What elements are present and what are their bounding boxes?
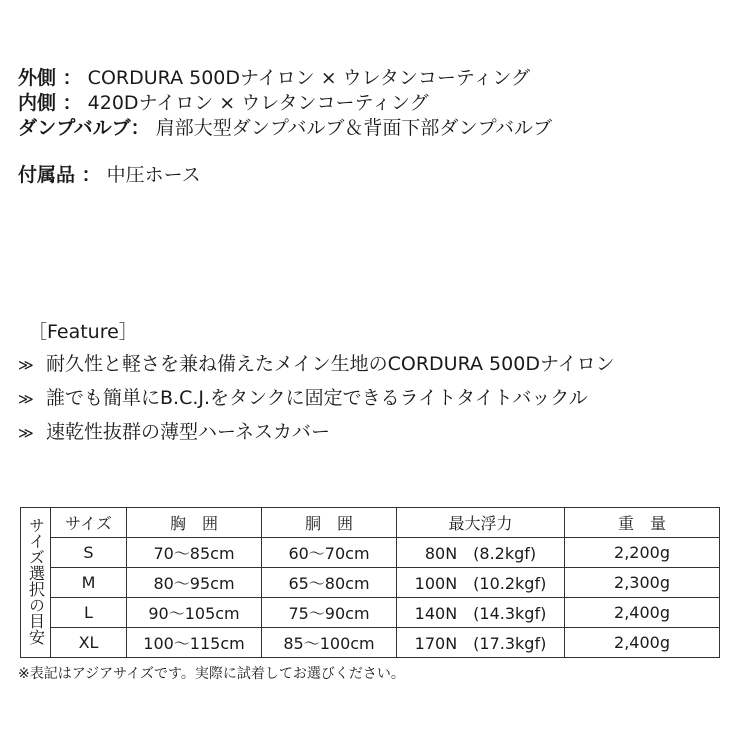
cell-chest: 100〜115cm	[127, 628, 262, 658]
feature-heading: ［Feature］	[28, 321, 138, 343]
cell-size: XL	[51, 628, 127, 658]
spec-dump-valve	[18, 116, 552, 141]
header-chest: 胸 囲	[127, 508, 262, 538]
cell-weight: 2,200g	[565, 538, 720, 568]
size-table	[20, 507, 720, 658]
spec-accessory	[18, 163, 552, 188]
spec-inner	[18, 91, 552, 116]
chevron-bullet-icon: ≫	[18, 390, 34, 408]
table-header-row	[21, 508, 720, 538]
feature-text: 耐久性と軽さを兼ね備えたメイン生地のCORDURA 500Dナイロン	[46, 353, 615, 375]
spec-label: 外側 ：	[18, 67, 82, 89]
cell-size: S	[51, 538, 127, 568]
cell-waist: 85〜100cm	[262, 628, 397, 658]
spec-label: ダンプバルブ：	[18, 117, 150, 139]
cell-waist: 75〜90cm	[262, 598, 397, 628]
table-row	[21, 538, 720, 568]
cell-waist: 65〜80cm	[262, 568, 397, 598]
cell-buoyancy: 80N (8.2kgf)	[397, 538, 565, 568]
size-guide-text: サイズ選択の目安	[26, 516, 46, 645]
table-row	[21, 598, 720, 628]
size-guide-label	[21, 508, 51, 658]
cell-chest: 90〜105cm	[127, 598, 262, 628]
chevron-bullet-icon: ≫	[18, 356, 34, 374]
feature-text: 速乾性抜群の薄型ハーネスカバー	[46, 421, 331, 443]
header-size: サイズ	[51, 508, 127, 538]
cell-chest: 80〜95cm	[127, 568, 262, 598]
table-row	[21, 568, 720, 598]
cell-waist: 60〜70cm	[262, 538, 397, 568]
table-row	[21, 628, 720, 658]
spec-value: 肩部大型ダンプバルブ＆背面下部ダンプバルブ	[155, 117, 553, 139]
header-buoyancy: 最大浮力	[397, 508, 565, 538]
feature-section	[18, 317, 615, 449]
feature-item	[18, 415, 615, 449]
cell-buoyancy: 170N (17.3kgf)	[397, 628, 565, 658]
cell-size: L	[51, 598, 127, 628]
spec-value: CORDURA 500Dナイロン × ウレタンコーティング	[87, 67, 531, 89]
size-note: ※表記はアジアサイズです。実際に試着してお選びください。	[18, 666, 405, 682]
spec-outer	[18, 66, 552, 91]
cell-buoyancy: 100N (10.2kgf)	[397, 568, 565, 598]
cell-weight: 2,400g	[565, 628, 720, 658]
cell-weight: 2,400g	[565, 598, 720, 628]
spec-section	[18, 66, 552, 188]
cell-buoyancy: 140N (14.3kgf)	[397, 598, 565, 628]
spec-label: 付属品 ：	[18, 164, 101, 186]
header-weight: 重 量	[565, 508, 720, 538]
cell-size: M	[51, 568, 127, 598]
feature-item	[18, 347, 615, 381]
spec-label: 内側 ：	[18, 92, 82, 114]
header-waist: 胴 囲	[262, 508, 397, 538]
cell-chest: 70〜85cm	[127, 538, 262, 568]
spec-value: 420Dナイロン × ウレタンコーティング	[87, 92, 429, 114]
cell-weight: 2,300g	[565, 568, 720, 598]
spec-value: 中圧ホース	[106, 164, 201, 186]
feature-item	[18, 381, 615, 415]
chevron-bullet-icon: ≫	[18, 424, 34, 442]
feature-text: 誰でも簡単にB.C.J.をタンクに固定できるライトタイトバックル	[46, 387, 588, 409]
